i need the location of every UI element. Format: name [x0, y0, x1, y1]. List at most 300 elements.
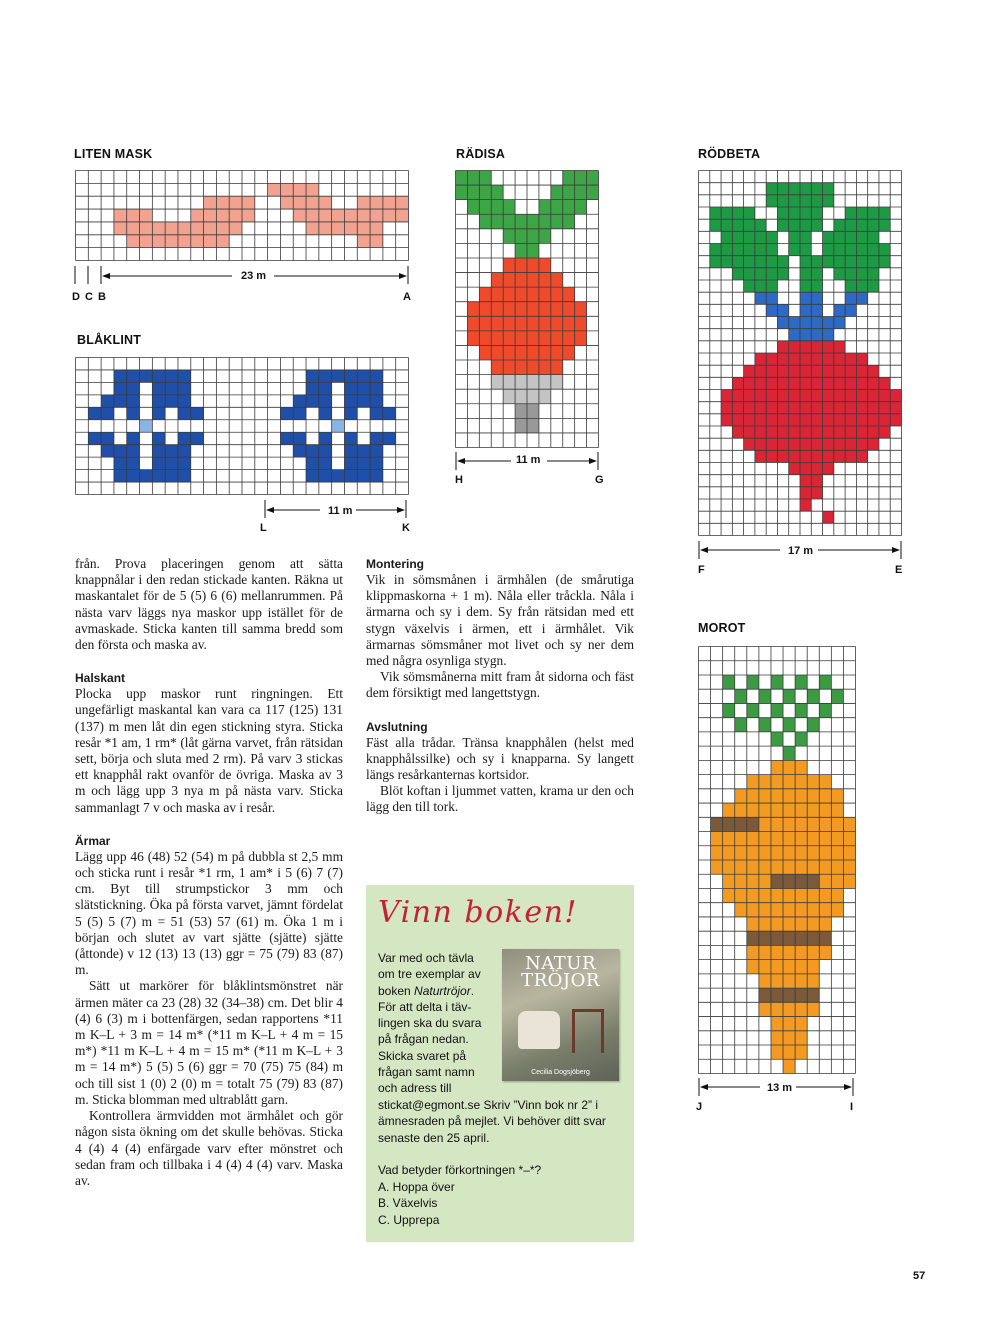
edge-letter-j: J — [696, 1101, 703, 1113]
stitch-cell — [759, 860, 771, 874]
contest-question: Vad betyder förkortningen *–*? — [378, 1163, 542, 1177]
stitch-cell — [127, 382, 140, 394]
stitch-cell — [551, 200, 563, 215]
stitch-cell — [114, 457, 127, 469]
stitch-cell — [711, 846, 723, 860]
stitch-cell — [491, 302, 503, 317]
stitch-cell — [306, 457, 319, 469]
stitch-cell — [843, 860, 855, 874]
stitch-cell — [845, 244, 856, 256]
stitch-cell — [789, 317, 800, 329]
stitch-cell — [777, 450, 788, 462]
stitch-cell — [293, 196, 306, 209]
stitch-cell — [759, 832, 771, 846]
stitch-cell — [721, 219, 732, 231]
stitch-cell — [491, 316, 503, 331]
stitch-cell — [370, 196, 383, 209]
stitch-cell — [800, 219, 811, 231]
stitch-cell — [293, 395, 306, 407]
stitch-cell — [819, 945, 831, 959]
stitch-cell — [783, 1031, 795, 1045]
stitch-cell — [834, 353, 845, 365]
stitch-cell — [800, 280, 811, 292]
stitch-cell — [759, 689, 771, 703]
stitch-cell — [856, 292, 867, 304]
stitch-cell — [777, 365, 788, 377]
stitch-cell — [527, 404, 539, 419]
stitch-cell — [357, 470, 370, 482]
stitch-cell — [178, 457, 191, 469]
stitch-cell — [539, 331, 551, 346]
stitch-cell — [759, 974, 771, 988]
stitch-cell — [823, 244, 834, 256]
stitch-cell — [795, 775, 807, 789]
stitch-cell — [755, 377, 766, 389]
stitch-cell — [771, 760, 783, 774]
stitch-cell — [491, 200, 503, 215]
stitch-cell — [766, 438, 777, 450]
stitch-cell — [843, 846, 855, 860]
stitch-cell — [868, 231, 879, 243]
stitch-cell — [370, 445, 383, 457]
stitch-cell — [306, 432, 319, 444]
edge-letter-l: L — [260, 522, 267, 534]
stitch-cell — [795, 703, 807, 717]
stitch-cell — [755, 390, 766, 402]
stitch-cell — [766, 365, 777, 377]
stitch-cell — [759, 888, 771, 902]
stitch-cell — [811, 475, 822, 487]
stitch-cell — [831, 903, 843, 917]
stitch-cell — [479, 287, 491, 302]
stitch-cell — [551, 375, 563, 390]
stitch-cell — [178, 395, 191, 407]
stitch-cell — [823, 353, 834, 365]
stitch-cell — [789, 207, 800, 219]
stitch-cell — [868, 390, 879, 402]
stitch-cell — [114, 209, 127, 222]
stitch-cell — [563, 171, 575, 186]
book-cover — [502, 949, 619, 1081]
contest-line: och adress till — [378, 1081, 452, 1096]
stitch-cell — [759, 931, 771, 945]
stitch-cell — [795, 1031, 807, 1045]
stitch-cell — [807, 945, 819, 959]
stitch-cell — [777, 414, 788, 426]
stitch-cell — [747, 931, 759, 945]
stitch-cell — [515, 214, 527, 229]
stitch-cell — [527, 331, 539, 346]
stitch-cell — [789, 244, 800, 256]
stitch-cell — [800, 304, 811, 316]
stitch-cell — [879, 244, 890, 256]
stitch-cell — [795, 888, 807, 902]
stitch-cell — [845, 402, 856, 414]
book-cover-title — [502, 955, 619, 989]
stitch-cell — [807, 775, 819, 789]
stitch-cell — [710, 207, 721, 219]
edge-letter-g: G — [595, 474, 604, 486]
stitch-cell — [127, 395, 140, 407]
edge-letter-d: D — [72, 291, 80, 303]
stitch-cell — [807, 803, 819, 817]
contest-line: om tre exemplar av — [378, 967, 481, 982]
stitch-cell — [515, 258, 527, 273]
text-column-2 — [366, 556, 634, 816]
stitch-cell — [819, 874, 831, 888]
stitch-cell — [783, 945, 795, 959]
stitch-cell — [721, 231, 732, 243]
stitch-cell — [293, 407, 306, 419]
stitch-cell — [800, 377, 811, 389]
stitch-cell — [165, 420, 178, 432]
stitch-cell — [789, 426, 800, 438]
stitch-cell — [515, 375, 527, 390]
stitch-cell — [807, 689, 819, 703]
stitch-cell — [777, 377, 788, 389]
stitch-cell — [306, 222, 319, 235]
sweater-image — [518, 1011, 560, 1049]
stitch-cell — [293, 183, 306, 196]
stitch-cell — [178, 235, 191, 248]
stitch-cell — [370, 222, 383, 235]
stitch-cell — [795, 960, 807, 974]
stitch-cell — [759, 817, 771, 831]
page-number: 57 — [913, 1270, 926, 1282]
stitch-cell — [732, 390, 743, 402]
edge-letter-a: A — [403, 291, 411, 303]
stitch-cell — [834, 317, 845, 329]
stitch-cell — [551, 345, 563, 360]
stitch-cell — [491, 273, 503, 288]
stitch-cell — [191, 235, 204, 248]
stitch-cell — [807, 789, 819, 803]
stitch-cell — [856, 402, 867, 414]
stitch-cell — [575, 185, 587, 200]
stitch-cell — [479, 316, 491, 331]
stitch-cell — [114, 432, 127, 444]
stitch-cell — [879, 402, 890, 414]
stitch-cell — [140, 432, 153, 444]
stitch-cell — [868, 438, 879, 450]
stitch-cell — [811, 353, 822, 365]
stitch-cell — [732, 231, 743, 243]
stitch-cell — [759, 846, 771, 860]
contest-intro — [378, 950, 503, 1097]
stitch-cell — [152, 370, 165, 382]
stitch-cell — [344, 420, 357, 432]
stitch-cell — [152, 470, 165, 482]
stitch-cell — [771, 675, 783, 689]
stitch-cell — [503, 258, 515, 273]
stitch-cell — [747, 803, 759, 817]
stitch-cell — [319, 445, 332, 457]
stitch-cell — [539, 316, 551, 331]
stitch-cell — [280, 420, 293, 432]
stitch-cell — [732, 244, 743, 256]
contest-line — [378, 983, 503, 999]
stitch-cell — [755, 426, 766, 438]
stitch-cell — [332, 420, 345, 432]
stitch-cell — [332, 370, 345, 382]
stitch-cell — [834, 365, 845, 377]
stitch-cell — [823, 341, 834, 353]
stitch-cell — [563, 302, 575, 317]
stitch-cell — [152, 407, 165, 419]
stitch-cell — [771, 931, 783, 945]
stitch-cell — [319, 457, 332, 469]
stitch-cell — [823, 256, 834, 268]
stitch-cell — [114, 407, 127, 419]
stitch-cell — [711, 817, 723, 831]
stitch-cell — [503, 360, 515, 375]
stitch-cell — [732, 207, 743, 219]
stitch-cell — [140, 370, 153, 382]
stitch-cell — [783, 846, 795, 860]
stitch-cell — [357, 209, 370, 222]
stitch-cell — [370, 382, 383, 394]
stitch-cell — [178, 222, 191, 235]
stitch-cell — [795, 860, 807, 874]
stitch-cell — [789, 365, 800, 377]
stitch-cell — [800, 353, 811, 365]
stitch-cell — [747, 846, 759, 860]
stitch-cell — [795, 903, 807, 917]
stitch-cell — [759, 789, 771, 803]
stitch-cell — [811, 268, 822, 280]
stitch-cell — [165, 222, 178, 235]
stitch-cell — [766, 268, 777, 280]
stitch-cell — [795, 1002, 807, 1016]
stitch-cell — [795, 917, 807, 931]
stitch-cell — [766, 183, 777, 195]
chart-radisa — [455, 170, 599, 448]
stitch-cell — [191, 209, 204, 222]
stitch-cell — [306, 209, 319, 222]
stitch-cell — [127, 420, 140, 432]
stitch-cell — [831, 888, 843, 902]
stitch-cell — [491, 331, 503, 346]
stitch-cell — [868, 244, 879, 256]
stitch-cell — [834, 219, 845, 231]
stitch-cell — [783, 960, 795, 974]
stitch-cell — [843, 874, 855, 888]
stitch-cell — [771, 974, 783, 988]
stitch-cell — [735, 789, 747, 803]
stitch-cell — [800, 207, 811, 219]
stitch-cell — [744, 280, 755, 292]
edge-letter-c: C — [85, 291, 93, 303]
stitch-cell — [856, 244, 867, 256]
stitch-cell — [811, 365, 822, 377]
stitch-cell — [503, 345, 515, 360]
stitch-cell — [280, 196, 293, 209]
stitch-cell — [789, 414, 800, 426]
stitch-cell — [856, 414, 867, 426]
stitch-cell — [811, 487, 822, 499]
stitch-cell — [575, 302, 587, 317]
stitch-cell — [811, 450, 822, 462]
stitch-cell — [357, 457, 370, 469]
book-name-italic: Naturtröjor — [414, 983, 471, 998]
stitch-cell — [845, 256, 856, 268]
stitch-cell — [527, 345, 539, 360]
stitch-cell — [783, 789, 795, 803]
stitch-cell — [127, 432, 140, 444]
stitch-cell — [795, 675, 807, 689]
paragraph-armar-3: Kontrollera ärmvidden mot ärmhålet och gör någon sista ökning om det skulle behövas. Sticka 4 (4) 4 (4) enfärgade varv efter mönstret och sedan fram och tillbaka i 4 (4) 4 (4) varv. Maska av. — [75, 1108, 343, 1188]
stitch-cell — [800, 195, 811, 207]
stitch-cell — [777, 390, 788, 402]
stitch-cell — [807, 832, 819, 846]
stitch-cell — [370, 235, 383, 248]
stitch-cell — [101, 407, 114, 419]
stitch-cell — [165, 395, 178, 407]
stitch-cell — [807, 931, 819, 945]
stitch-cell — [856, 390, 867, 402]
stitch-cell — [744, 365, 755, 377]
stitch-cell — [479, 171, 491, 186]
stitch-cell — [293, 209, 306, 222]
book-cover-title-2: TRÖJOR — [521, 970, 600, 991]
stitch-cell — [755, 438, 766, 450]
stitch-cell — [777, 207, 788, 219]
stitch-cell — [515, 316, 527, 331]
stitch-cell — [319, 470, 332, 482]
stitch-cell — [819, 803, 831, 817]
stitch-cell — [771, 1002, 783, 1016]
stitch-cell — [357, 432, 370, 444]
stitch-cell — [807, 817, 819, 831]
stitch-cell — [332, 382, 345, 394]
stitch-cell — [332, 432, 345, 444]
stitch-cell — [191, 222, 204, 235]
stitch-cell — [755, 244, 766, 256]
stitch-cell — [551, 185, 563, 200]
stitch-cell — [140, 209, 153, 222]
stitch-cell — [467, 200, 479, 215]
stitch-cell — [783, 988, 795, 1002]
stitch-cell — [357, 395, 370, 407]
stitch-cell — [795, 931, 807, 945]
stitch-cell — [152, 235, 165, 248]
stitch-cell — [503, 389, 515, 404]
stitch-cell — [293, 445, 306, 457]
stitch-cell — [823, 377, 834, 389]
stitch-cell — [152, 457, 165, 469]
stitch-cell — [795, 732, 807, 746]
stitch-cell — [868, 207, 879, 219]
stitch-cell — [101, 420, 114, 432]
stitch-cell — [735, 803, 747, 817]
stitch-cell — [479, 331, 491, 346]
stitch-cell — [479, 214, 491, 229]
stitch-cell — [280, 432, 293, 444]
stitch-cell — [811, 329, 822, 341]
chart-title-morot: MOROT — [698, 621, 746, 635]
stitch-cell — [800, 256, 811, 268]
stitch-cell — [868, 256, 879, 268]
stitch-cell — [306, 183, 319, 196]
stitch-cell — [831, 860, 843, 874]
stitch-cell — [732, 426, 743, 438]
stitch-cell — [811, 183, 822, 195]
stitch-cell — [766, 450, 777, 462]
stitch-cell — [551, 360, 563, 375]
stitch-cell — [479, 345, 491, 360]
stitch-cell — [744, 426, 755, 438]
stitch-cell — [783, 1017, 795, 1031]
stitch-cell — [771, 960, 783, 974]
stitch-cell — [527, 360, 539, 375]
stitch-cell — [800, 329, 811, 341]
stitch-cell — [127, 470, 140, 482]
stitch-cell — [845, 292, 856, 304]
stitch-cell — [777, 304, 788, 316]
stitch-cell — [823, 365, 834, 377]
stitch-cell — [747, 703, 759, 717]
stitch-cell — [479, 185, 491, 200]
stitch-cell — [127, 457, 140, 469]
contest-title: Vinn boken! — [378, 895, 578, 930]
stitch-cell — [204, 235, 217, 248]
stitch-cell — [204, 209, 217, 222]
stitch-cell — [771, 874, 783, 888]
stitch-cell — [370, 209, 383, 222]
stitch-cell — [834, 341, 845, 353]
stitch-cell — [766, 244, 777, 256]
stitch-cell — [503, 229, 515, 244]
stitch-cell — [771, 732, 783, 746]
stitch-cell — [843, 817, 855, 831]
stitch-cell — [710, 244, 721, 256]
stitch-cell — [800, 426, 811, 438]
stitch-cell — [771, 775, 783, 789]
stitch-cell — [551, 273, 563, 288]
stitch-cell — [332, 457, 345, 469]
stitch-cell — [527, 375, 539, 390]
stitch-cell — [539, 287, 551, 302]
chart-title-radisa: RÄDISA — [456, 147, 506, 161]
stitch-cell — [332, 209, 345, 222]
stitch-cell — [795, 945, 807, 959]
stitch-cell — [800, 463, 811, 475]
stitch-cell — [783, 817, 795, 831]
stitch-cell — [744, 402, 755, 414]
stitch-cell — [771, 803, 783, 817]
stitch-cell — [344, 395, 357, 407]
stitch-cell — [811, 304, 822, 316]
stitch-cell — [178, 382, 191, 394]
stitch-cell — [783, 746, 795, 760]
stitch-cell — [216, 209, 229, 222]
stitch-cell — [811, 426, 822, 438]
stitch-cell — [811, 219, 822, 231]
contest-options — [378, 1179, 628, 1228]
stitch-cell — [771, 988, 783, 1002]
stitch-cell — [732, 402, 743, 414]
stitch-cell — [551, 331, 563, 346]
stitch-cell — [344, 407, 357, 419]
stitch-cell — [503, 200, 515, 215]
stitch-cell — [152, 222, 165, 235]
stitch-cell — [721, 402, 732, 414]
stitch-cell — [747, 775, 759, 789]
stitch-cell — [575, 200, 587, 215]
paragraph-halskant: Plocka upp maskor runt ringningen. Ett ungefärligt maskantal kan vara ca 117 (125) 131 (137) m men låt din egen stickning styra. Sticka resår *1 am, 1 rm* (låt gärna varvet, från rätsidan sett, börja och sluta med 2 rm). På varv 3 stickas ett knapphål rakt ovanför de övriga. Maska av 3 m och lägg upp 3 nya m på nästa varv. Sticka sammanlagt 7 v och maska av i resår. — [75, 686, 343, 815]
stitch-cell — [114, 222, 127, 235]
stitch-cell — [357, 445, 370, 457]
